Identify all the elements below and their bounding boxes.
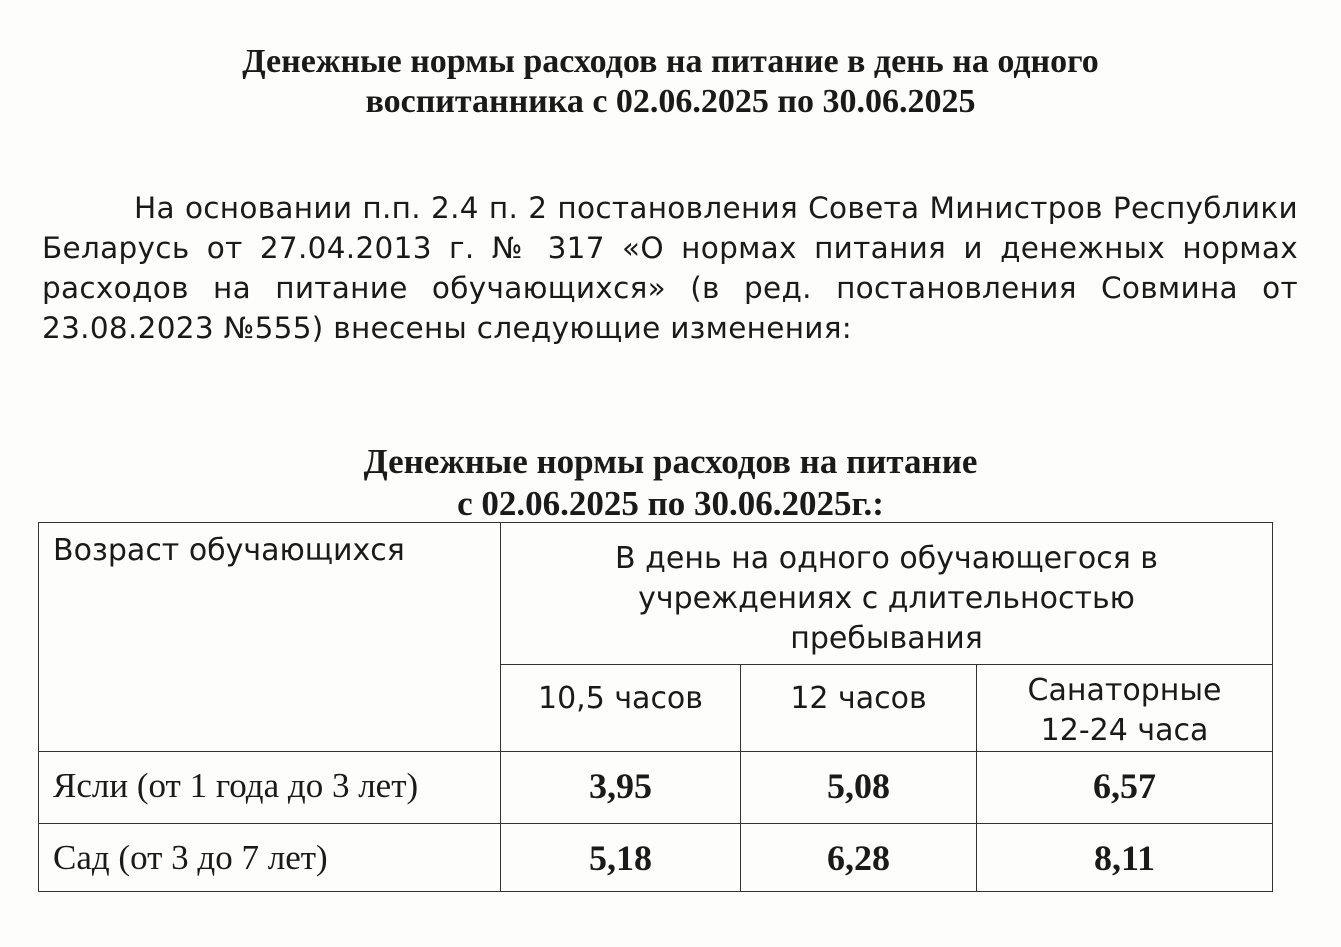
row-age-label: Ясли (от 1 года до 3 лет) [39,752,501,824]
group-header-line-3: пребывания [790,621,983,656]
group-header-line-1: В день на одного обучающегося в [615,541,1158,576]
document-title [0,42,1341,122]
value-cell: 6,57 [977,752,1273,824]
column-header-text: 10,5 часов [538,681,703,716]
stay-duration-group-header [501,523,1273,665]
table-title [0,441,1341,525]
value-cell: 5,18 [501,824,741,892]
row-age-label: Сад (от 3 до 7 лет) [39,824,501,892]
table-title-line-2: с 02.06.2025 по 30.06.2025г.: [457,484,884,523]
body-paragraph: На основании п.п. 2.4 п. 2 постановления Совета Министров Республики Беларусь от 27.04.2013 г. № 317 «О нормах питания и денежных нормах расходов на питание обучающихся» (в ред. постановления Совмина от 23.08.2023 №555) внесены следующие изменения: [42,191,1298,345]
age-column-header: Возраст обучающихся [39,523,501,752]
column-header-text: 12 часов [790,681,927,716]
column-header-text-line-2: 12-24 часа [1040,713,1209,748]
document-title-line-2: воспитанника с 02.06.2025 по 30.06.2025 [365,83,976,120]
column-header-text: Санаторные [1027,673,1222,708]
value-cell: 6,28 [741,824,977,892]
table-row-kindergarten [39,824,1273,892]
document-title-line-1: Денежные нормы расходов на питание в день на одного [242,43,1099,80]
table-header-row [39,523,1273,665]
value-cell: 3,95 [501,752,741,824]
table-title-line-1: Денежные нормы расходов на питание [363,442,978,481]
column-header-12-hours [741,665,977,752]
column-header-sanatorium [977,665,1273,752]
group-header-line-2: учреждениях с длительностью [638,581,1135,616]
value-cell: 8,11 [977,824,1273,892]
norms-table [38,522,1273,892]
table-row-nursery [39,752,1273,824]
value-cell: 5,08 [741,752,977,824]
column-header-10-5-hours [501,665,741,752]
